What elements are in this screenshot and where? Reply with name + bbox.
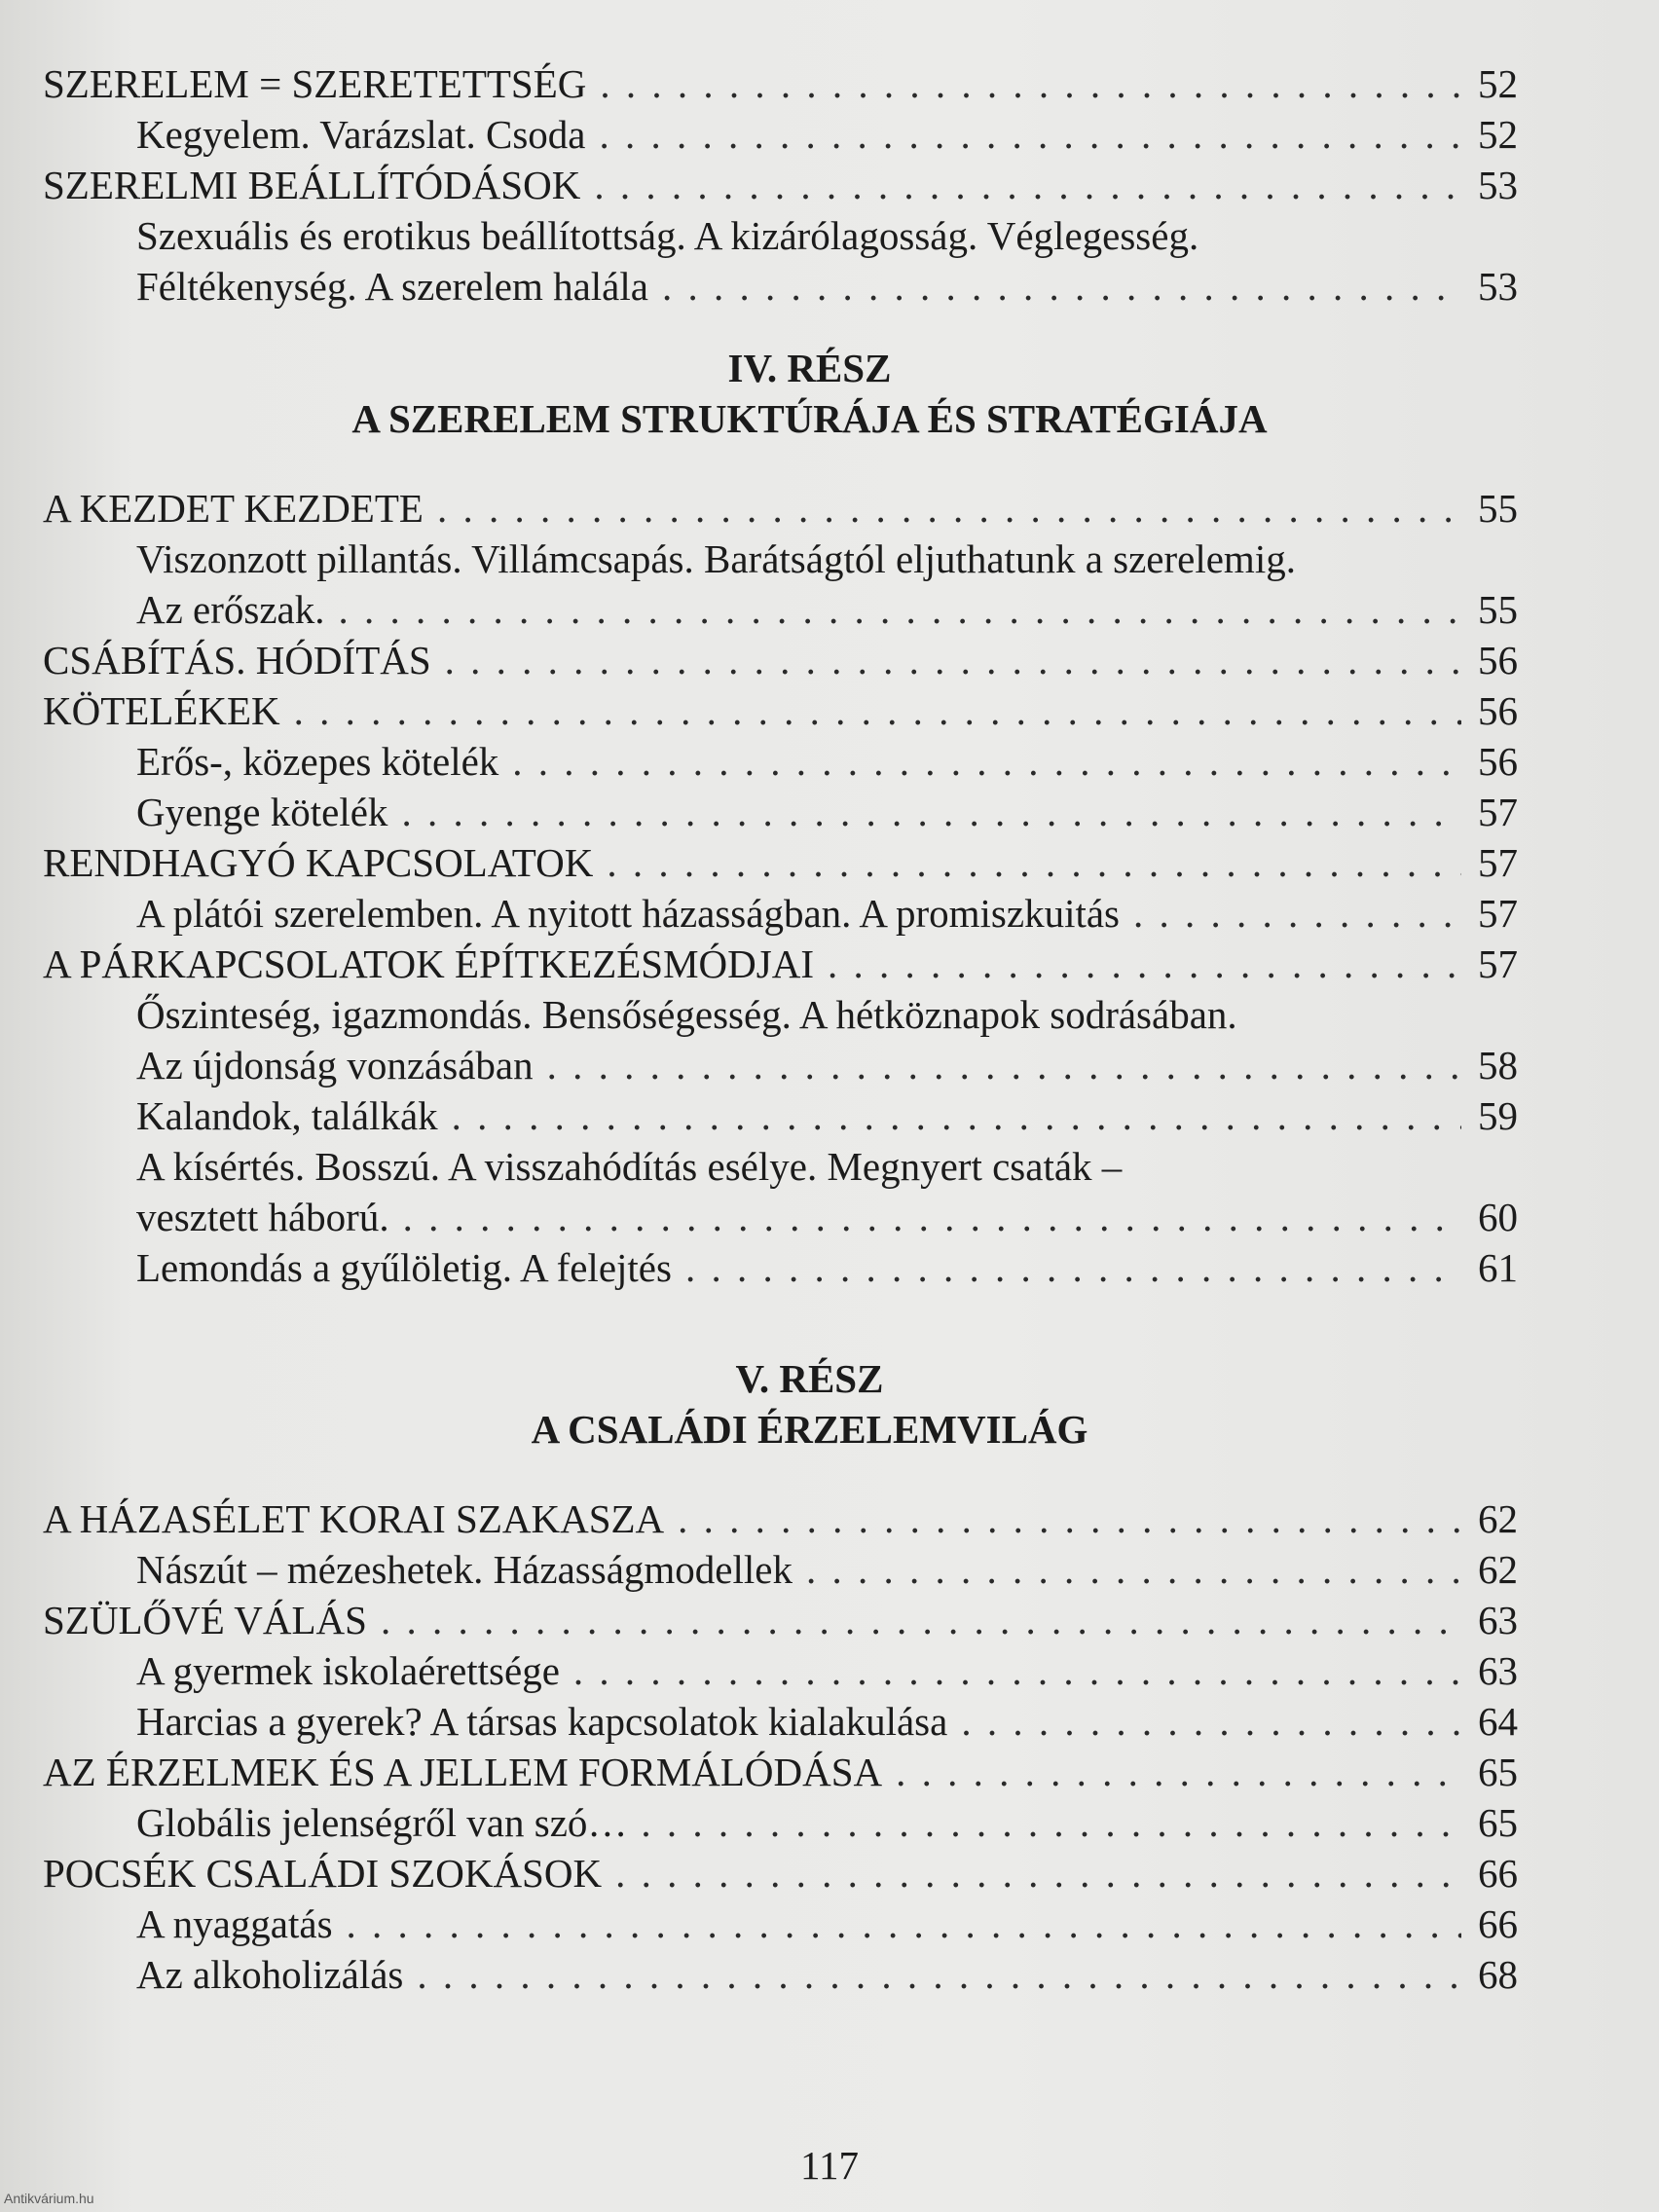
toc-subentry-text: Harcias a gyerek? A társas kapcsolatok kialakulása <box>136 1699 948 1744</box>
leader-dots <box>1133 888 1461 939</box>
toc-subentry-text: A nyaggatás <box>136 1901 333 1946</box>
leader-dots <box>452 1090 1461 1141</box>
toc-subentry-page: 64 <box>1478 1699 1518 1744</box>
toc-subentry-text: vesztett háború. <box>136 1195 389 1239</box>
toc-subentry-page: 56 <box>1478 739 1518 784</box>
toc-entry-page: 57 <box>1478 840 1518 885</box>
toc-subentry-page: 68 <box>1478 1952 1518 1997</box>
page-number: 117 <box>800 2143 859 2188</box>
leader-dots <box>961 1696 1461 1747</box>
toc-entry-page: 57 <box>1478 941 1518 986</box>
toc-subentry-text: A plátói szerelemben. A nyitott házasságban. A promiszkuitás <box>136 891 1121 936</box>
part-title: A CSALÁDI ÉRZELEMVILÁG <box>531 1407 1088 1452</box>
leader-dots <box>828 939 1461 989</box>
toc-subentry-page: 53 <box>1478 264 1518 309</box>
leader-dots <box>381 1595 1461 1645</box>
toc-subentry <box>43 1544 1518 1595</box>
toc-entry <box>43 1747 1518 1797</box>
toc-subentry-text: Erős-, közepes kötelék <box>136 739 499 784</box>
toc-entry <box>43 58 1518 109</box>
toc-entry <box>43 635 1518 685</box>
toc-subentry-text: Féltékenység. A szerelem halála <box>136 264 648 309</box>
leader-dots <box>417 1949 1461 2000</box>
toc-entry <box>43 685 1518 736</box>
leader-dots <box>401 787 1461 837</box>
toc-subentry-page: 59 <box>1478 1093 1518 1138</box>
toc-entry-page: 62 <box>1478 1496 1518 1541</box>
toc-entry <box>43 939 1518 989</box>
toc-subentry <box>43 1242 1518 1293</box>
leader-dots <box>896 1747 1461 1797</box>
toc-subentry-page: 57 <box>1478 891 1518 936</box>
part-title: A SZERELEM STRUKTÚRÁJA ÉS STRATÉGIÁJA <box>351 396 1268 441</box>
toc-subentry-page: 55 <box>1478 587 1518 632</box>
leader-dots <box>607 837 1461 888</box>
toc-subentry-text: Kalandok, találkák <box>136 1093 438 1138</box>
toc-entry-title: POCSÉK CSALÁDI SZOKÁSOK <box>43 1851 603 1896</box>
toc-entry-page: 63 <box>1478 1598 1518 1642</box>
toc-subentry-line: Viszonzott pillantás. Villámcsapás. Barátságtól eljuthatunk a szerelemig. <box>136 536 1296 581</box>
toc-subentry-page: 61 <box>1478 1245 1518 1290</box>
leader-dots <box>339 584 1461 635</box>
toc-subentry <box>43 1949 1518 2000</box>
toc-entry <box>43 1493 1518 1544</box>
toc-subentry <box>43 1090 1518 1141</box>
toc-subentry-page: 58 <box>1478 1043 1518 1088</box>
toc-subentry <box>43 1899 1518 1949</box>
leader-dots <box>294 685 1461 736</box>
leader-dots <box>685 1242 1461 1293</box>
toc-subentry-line: Őszinteség, igazmondás. Bensőségesség. A hétköznapok sodrásában. <box>136 992 1237 1037</box>
toc-entry-page: 56 <box>1478 688 1518 733</box>
leader-dots <box>662 261 1461 312</box>
toc-entry-title: SZERELMI BEÁLLÍTÓDÁSOK <box>43 163 581 207</box>
toc-entry <box>43 160 1518 210</box>
toc-subentry-page: 63 <box>1478 1648 1518 1693</box>
leader-dots <box>437 483 1461 534</box>
toc-entry-title: SZERELEM = SZERETETTSÉG <box>43 61 587 106</box>
toc-subentry <box>43 1645 1518 1696</box>
leader-dots <box>678 1493 1461 1544</box>
toc-subentry <box>43 787 1518 837</box>
toc-entry-page: 53 <box>1478 163 1518 207</box>
leader-dots <box>403 1192 1461 1242</box>
toc-subentry <box>43 1040 1518 1090</box>
toc-subentry <box>43 1797 1518 1848</box>
toc-subentry-page: 60 <box>1478 1195 1518 1239</box>
toc-entry <box>43 483 1518 534</box>
watermark: Antikvárium.hu <box>4 2191 94 2206</box>
toc-subentry-page: 62 <box>1478 1547 1518 1592</box>
toc-subentry-text: Lemondás a gyűlöletig. A felejtés <box>136 1245 672 1290</box>
toc-subentry-page: 65 <box>1478 1800 1518 1845</box>
toc-subentry <box>43 1696 1518 1747</box>
toc-entry-title: SZÜLŐVÉ VÁLÁS <box>43 1598 367 1642</box>
toc-subentry <box>43 261 1518 312</box>
toc-entry-title: A HÁZASÉLET KORAI SZAKASZA <box>43 1496 665 1541</box>
toc-subentry <box>43 584 1518 635</box>
leader-dots <box>615 1848 1461 1899</box>
toc-subentry-text: Az alkoholizálás <box>136 1952 404 1997</box>
toc-subentry-page: 66 <box>1478 1901 1518 1946</box>
toc-entry-page: 66 <box>1478 1851 1518 1896</box>
toc-entry-page: 52 <box>1478 61 1518 106</box>
toc-entry-page: 55 <box>1478 486 1518 531</box>
leader-dots <box>573 1645 1461 1696</box>
part-number: IV. RÉSZ <box>727 346 892 390</box>
leader-dots <box>445 635 1461 685</box>
toc-entry-title: A PÁRKAPCSOLATOK ÉPÍTKEZÉSMÓDJAI <box>43 941 814 986</box>
leader-dots <box>641 1797 1461 1848</box>
toc-entry-title: A KEZDET KEZDETE <box>43 486 424 531</box>
toc-entry <box>43 837 1518 888</box>
toc-subentry-text: Globális jelenségről van szó… <box>136 1800 628 1845</box>
toc-subentry-line: A kísértés. Bosszú. A visszahódítás esélye. Megnyert csaták – <box>136 1144 1123 1189</box>
toc-subentry-text: Nászút – mézeshetek. Házasságmodellek <box>136 1547 793 1592</box>
toc-entry-title: KÖTELÉKEK <box>43 688 280 733</box>
table-of-contents <box>43 58 1518 2000</box>
toc-subentry <box>43 736 1518 787</box>
toc-subentry-text: Kegyelem. Varázslat. Csoda <box>136 112 586 157</box>
toc-entry <box>43 1848 1518 1899</box>
toc-subentry <box>43 1192 1518 1242</box>
toc-entry-title: AZ ÉRZELMEK ÉS A JELLEM FORMÁLÓDÁSA <box>43 1750 883 1794</box>
part-number: V. RÉSZ <box>735 1356 884 1401</box>
toc-subentry-page: 52 <box>1478 112 1518 157</box>
toc-entry-page: 65 <box>1478 1750 1518 1794</box>
toc-subentry-text: Az újdonság vonzásában <box>136 1043 534 1088</box>
leader-dots <box>594 160 1461 210</box>
toc-subentry-text: Az erőszak. <box>136 587 325 632</box>
toc-subentry-text: A gyermek iskolaérettsége <box>136 1648 560 1693</box>
leader-dots <box>600 109 1462 160</box>
leader-dots <box>512 736 1461 787</box>
toc-subentry-line: Szexuális és erotikus beállítottság. A kizárólagosság. Véglegesség. <box>136 213 1199 258</box>
toc-subentry <box>43 109 1518 160</box>
toc-subentry <box>43 888 1518 939</box>
leader-dots <box>806 1544 1461 1595</box>
toc-entry <box>43 1595 1518 1645</box>
toc-entry-page: 56 <box>1478 638 1518 682</box>
toc-subentry-text: Gyenge kötelék <box>136 790 388 834</box>
toc-entry-title: CSÁBÍTÁS. HÓDÍTÁS <box>43 638 431 682</box>
toc-subentry-page: 57 <box>1478 790 1518 834</box>
leader-dots <box>347 1899 1461 1949</box>
toc-entry-title: RENDHAGYÓ KAPCSOLATOK <box>43 840 594 885</box>
leader-dots <box>600 58 1461 109</box>
leader-dots <box>547 1040 1461 1090</box>
